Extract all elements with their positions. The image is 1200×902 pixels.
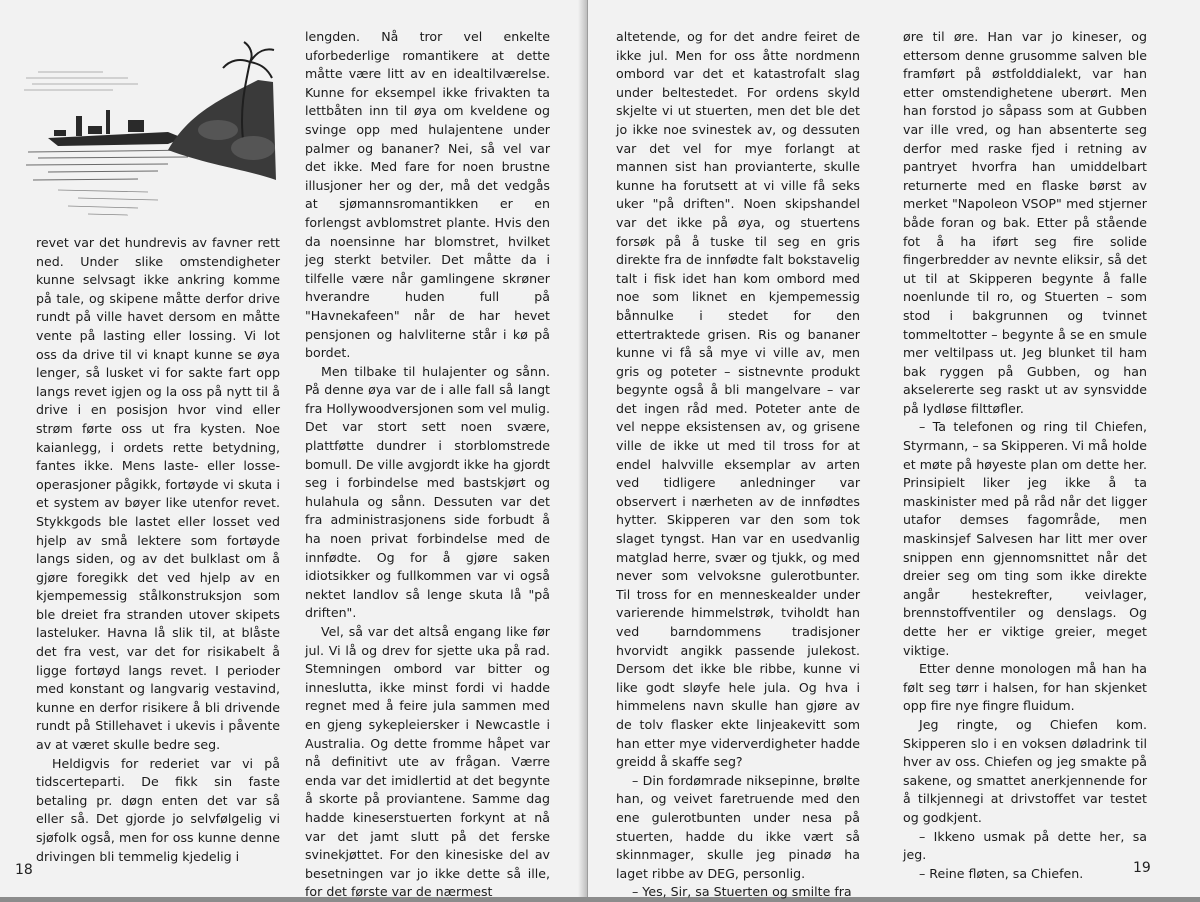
page-number: 18	[15, 862, 33, 878]
page-number: 19	[1133, 860, 1151, 876]
paragraph: øre til øre. Han var jo kineser, og ettersom denne grusomme salven ble framført på østfolddialekt, var han etter omstendighetene uberørt. Men han forstod jo såpass som at Gubben var ille vred, og han absenterte seg derfor med raske fjed i retning av pantryet hvorfra han umiddelbart returnerte med en flaske børst av merket "Napoleon VSOP" med stjerner både foran og bak. Etter på stående fot å ha iført seg fire solide fingerbredder av nevnte eliksir, så det ut til at Skipperen begynte å falle noenlunde til ro, og Stuerten – som stod i bakgrunnen og tvinnet tommeltotter – begynte å se en smule mer veltilpass ut. Jeg blunket til ham bak ryggen på Gubben, og han akselererte seg raskt ut av synsvidde på lydløse filttøfler.	[903, 29, 1147, 416]
paragraph: – Ikkeno usmak på dette her, sa jeg.	[903, 828, 1147, 863]
right-page-column-1	[616, 28, 860, 902]
paragraph: – Yes, Sir, sa Stuerten og smilte fra	[632, 884, 852, 900]
paragraph: Men tilbake til hulajenter og sånn. På denne øya var de i alle fall så langt fra Hollywoodversjonen som vel mulig. Det var stort sett noen svære, plattføtte dundrer i storblomstrede bomull. De ville avgjordt ikke ha gjordt seg i forbindelse med bastskjørt og hulahula og sånn. Dessuten var det fra administrasjonens side forbudt å ha noen privat forbindelse med de innfødte. Og for å gjøre saken idiotsikker og fullkommen var vi også nektet landlov så lenge skuta lå "på driften".	[305, 363, 551, 621]
left-page-column-1	[36, 234, 280, 866]
paragraph: lengden. Nå tror vel enkelte uforbederlige romantikere at dette måtte være litt av en idealtilværelse. Kunne for eksempel ikke frivakten ta lettbåten inn til øya om kveldene og svinge opp med hulajentene under palmer og bananer? Nei, så vel var det ikke. Med fare for noen brustne illusjoner her og der, må det vedgås at sjømannsromantikken er en forlengst avblomstret plante. Hvis den da noensinne har blomstret, hvilket jeg sterkt betviler. Det måtte da i tilfelle være når gamlingene skrøner hverandre huden full på "Havnekafeen" når de har hevet pensjonen og halvliterne står i kø på bordet.	[305, 29, 550, 361]
left-page-column-2	[305, 28, 550, 902]
paragraph: Heldigvis for rederiet var vi på tidscerteparti. De fikk sin faste betaling pr. døgn enten det var så eller så. Det gjorde jo selvfølgelig vi sjøfolk også, men for oss kunne denne drivingen bli temmelig kjedelig i	[36, 755, 280, 864]
paragraph: revet var det hundrevis av favner rett ned. Under slike omstendigheter kunne selvsagt ikke ankring komme på tale, og skipene måtte derfor drive rundt på ville havet dersom en måtte vente på lasting eller lossing. Vi lot oss da drive til vi knapt kunne se øya lenger, så lusket vi for sakte fart opp langs revet igjen og la oss på nytt til å drive i en posisjon hvor vind eller strøm førte oss ut fra kysten. Noe kaianlegg, i ordets rette betydning, fantes ikke. Mens laste- eller losse-operasjoner pågikk, fortøyde vi skuta i et system av bøyer like utenfor revet. Stykkgods ble lastet eller losset ved hjelp av små lektere som fortøyde langs siden, og av det bulklast om å gjøre foregikk det ved hjelp av en kjempemessig stålkonstruksjon som ble dreiet fra stranden utover skipets lasteluker. Havna lå slik til, at blåste det fra vest, var det for risikabelt å ligge fortøyd langs revet. I perioder med konstant og langvarig vestavind, kunne en derfor risikere å bli drivende rundt på Stillehavet i ukevis i påvente av at været skulle bedre seg.	[36, 235, 280, 753]
paragraph: altetende, og for det andre feiret de ikke jul. Men for oss åtte nordmenn ombord var det et katastrofalt slag under beltestedet. For ordens skyld skjelte vi ut stuerten, men det ble det jo ikke noe svinestek av, og dessuten var det vel for mye forlangt at mannen sist han provianterte, skulle kunne ha forutsett at vi ville få seks uker "på driften". Noen skipshandel var det ikke på øya, og stuertens forsøk på å tuske til seg en gris direkte fra de innfødte falt bokstavelig talt i fisk idet han kom ombord med noe som liknet en kjempemessig bånnulke i stedet for den ettertraktede grisen. Ris og bananer kunne vi få så mye vi ville av, men gris og poteter – sistnevnte produkt begynte også å bli mangelvare – var det ingen råd med. Poteter ante de vel neppe eksistensen av, og grisene ville de ikke ut med til tross for at endel halvville eksemplar av arten ved tidligere anledninger var observert i nærheten av de innfødtes hytter. Skipperen var den som tok slaget tyngst. Han var en usedvanlig matglad herre, svær og tjukk, og med never som velvoksne gulerotbunter. Til tross for en menneskealder under varierende himmelstrøk, tviholdt han ved barndommens tradisjoner hvorvidt angikk passende julekost. Dersom det ikke ble ribbe, kunne vi like godt sløyfe hele jula. Og hva i himmelens navn skulle han gjøre av de tolv flasker ekte linjeakevitt som han etter mye viderverdigheter hadde greidd å skaffe seg?	[616, 29, 860, 770]
right-page	[588, 0, 1200, 900]
paragraph: Vel, så var det altså engang like før jul. Vi lå og drev for sjette uka på rad. Stemningen ombord var bitter og inneslutta, ikke minst fordi vi hadde regnet med å feire jula sammen med en gjeng sykepleiersker i Newcastle i Australia. Og dette fromme håpet var nå definitivt ute av frågan. Værre enda var det imidlertid at det begynte å skorte på proviantene. Samme dag hadde kineserstuerten forkynt at nå var det jamt slutt på det ferske svinekjøttet. For den kinesiske del av besetningen var jo ikke dette så ille, for det første var de nærmest	[305, 624, 550, 900]
paragraph: Jeg ringte, og Chiefen kom. Skipperen slo i en voksen døladrink til hver av oss. Chiefen og jeg smakte på sakene, og smattet anerkjennende for å tilkjennegi at drivstoffet var testet og godkjent.	[903, 716, 1147, 825]
right-page-column-2	[903, 28, 1147, 883]
left-page	[0, 0, 588, 900]
paragraph: Etter denne monologen må han ha følt seg tørr i halsen, for han skjenket opp fire nye fingre fluidum.	[903, 661, 1147, 714]
paragraph: – Din fordømrade niksepinne, brølte han, og veivet faretruende med den ene gulerotbunten under nesa på stuerten, hadde du ikke vært så skinnmager, skulle jeg pinadø ha laget ribbe av DEG, personlig.	[616, 772, 860, 881]
ship-at-anchor-illustration	[18, 20, 278, 225]
paragraph: – Reine fløten, sa Chiefen.	[919, 865, 1084, 881]
paragraph: – Ta telefonen og ring til Chiefen, Styrmann, – sa Skipperen. Vi må holde et møte på høyeste plan om dette her. Prinsipielt liker jeg ikke å ta maskinister med på råd når det ligger utafor demses fagområde, men maskinsjef Salvesen har litt mer over snippen enn gjennomsnittet når det dreier seg om ting som ikke direkte angår hestekrefter, veivlager, brennstoffventiler og denslags. Og dette her er viktige greier, meget viktige.	[903, 419, 1147, 658]
